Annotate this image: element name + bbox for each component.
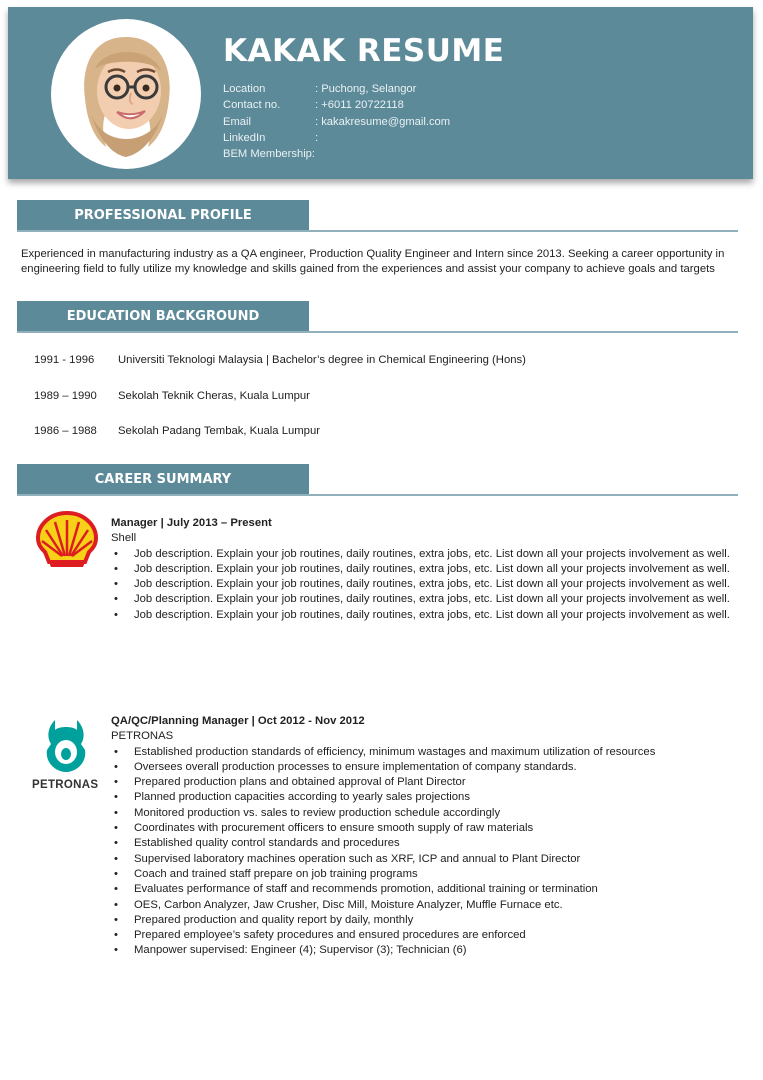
contact-value: : kakakresume@gmail.com [315,115,451,128]
list-item: • Oversees overall production processes to ensure implementation of company standards. [111,760,731,775]
contact-value: : [315,131,319,144]
list-item: • Monitored production vs. sales to review production schedule accordingly [111,806,731,821]
contact-label: Email [223,115,251,128]
list-item: • Prepared employee’s safety procedures and ensured procedures are enforced [111,928,731,943]
list-item: • Supervised laboratory machines operation such as XRF, ICP and annual to Plant Director [111,852,731,867]
shell-logo-icon [35,510,99,568]
education-school: Universiti Teknologi Malaysia | Bachelor’s degree in Chemical Engineering (Hons) [118,354,526,366]
list-item: • Job description. Explain your job routines, daily routines, extra jobs, etc. List down all your projects involvement as well. [111,608,731,623]
resume-header [8,7,753,179]
list-item: • Job description. Explain your job routines, daily routines, extra jobs, etc. List down all your projects involvement as well. [111,547,731,562]
list-item: • Job description. Explain your job routines, daily routines, extra jobs, etc. List down all your projects involvement as well. [111,577,731,592]
profile-text: Experienced in manufacturing industry as a QA engineer, Production Quality Engineer and Intern since 2013. Seeking a career opportunity in engineering field to fully utilize my knowledge and skills gained from the experiences and assist your company to achieve goals and targets [21,248,725,276]
education-item [34,425,320,437]
section-divider [17,331,738,333]
contact-bem [223,146,450,162]
list-item: • Evaluates performance of staff and recommends promotion, additional training or termination [111,882,731,897]
job-title: QA/QC/Planning Manager | Oct 2012 - Nov 2012 [111,715,365,727]
job-title: Manager | July 2013 – Present [111,517,272,529]
avatar-illustration [51,19,201,169]
section-divider [17,230,738,232]
contact-label: LinkedIn [223,131,266,144]
section-divider [17,494,738,496]
profile-heading: PROFESSIONAL PROFILE [17,200,309,231]
list-item: • Established production standards of efficiency, minimum wastages and maximum utilization of resources [111,745,731,760]
education-years: 1991 - 1996 [34,354,95,366]
career-heading: CAREER SUMMARY [17,464,309,495]
list-item: • Established quality control standards and procedures [111,836,731,851]
list-item: • Coordinates with procurement officers to ensure smooth supply of raw materials [111,821,731,836]
contact-phone [223,97,450,113]
job-company: Shell [111,532,137,545]
education-heading: EDUCATION BACKGROUND [17,301,309,332]
contact-email [223,114,450,130]
job-entry [111,714,731,959]
contact-label: Location [223,83,266,95]
petronas-logo-text: PETRONAS [32,779,99,791]
list-item: • Job description. Explain your job routines, daily routines, extra jobs, etc. List down all your projects involvement as well. [111,562,731,577]
petronas-logo-icon [43,716,89,774]
job-bullets [111,745,731,959]
education-years: 1989 – 1990 [34,390,97,402]
job-company: PETRONAS [111,730,174,743]
list-item: • OES, Carbon Analyzer, Jaw Crusher, Disc Mill, Moisture Analyzer, Muffle Furnace etc. [111,898,731,913]
contact-label: BEM Membership: [223,148,316,161]
avatar [51,19,201,169]
contact-value: : Puchong, Selangor [315,83,417,95]
list-item: • Prepared production and quality report by daily, monthly [111,913,731,928]
education-item [34,390,310,402]
job-entry [111,516,731,623]
list-item: • Prepared production plans and obtained approval of Plant Director [111,775,731,790]
education-school: Sekolah Teknik Cheras, Kuala Lumpur [118,390,310,402]
job-bullets [111,547,731,623]
education-years: 1986 – 1988 [34,425,97,437]
education-school: Sekolah Padang Tembak, Kuala Lumpur [118,425,321,437]
contact-label: Contact no. [223,99,281,112]
list-item: • Coach and trained staff prepare on job training programs [111,867,731,882]
list-item: • Planned production capacities according to yearly sales projections [111,790,731,805]
contact-linkedin [223,130,450,146]
contact-location [223,81,450,97]
list-item: • Job description. Explain your job routines, daily routines, extra jobs, etc. List down all your projects involvement as well. [111,592,731,607]
contact-info [223,81,450,162]
candidate-name: KAKAK RESUME [223,33,505,69]
education-item [34,354,526,366]
contact-value: : +6011 20722118 [315,99,404,112]
list-item: • Manpower supervised: Engineer (4); Supervisor (3); Technician (6) [111,943,731,958]
